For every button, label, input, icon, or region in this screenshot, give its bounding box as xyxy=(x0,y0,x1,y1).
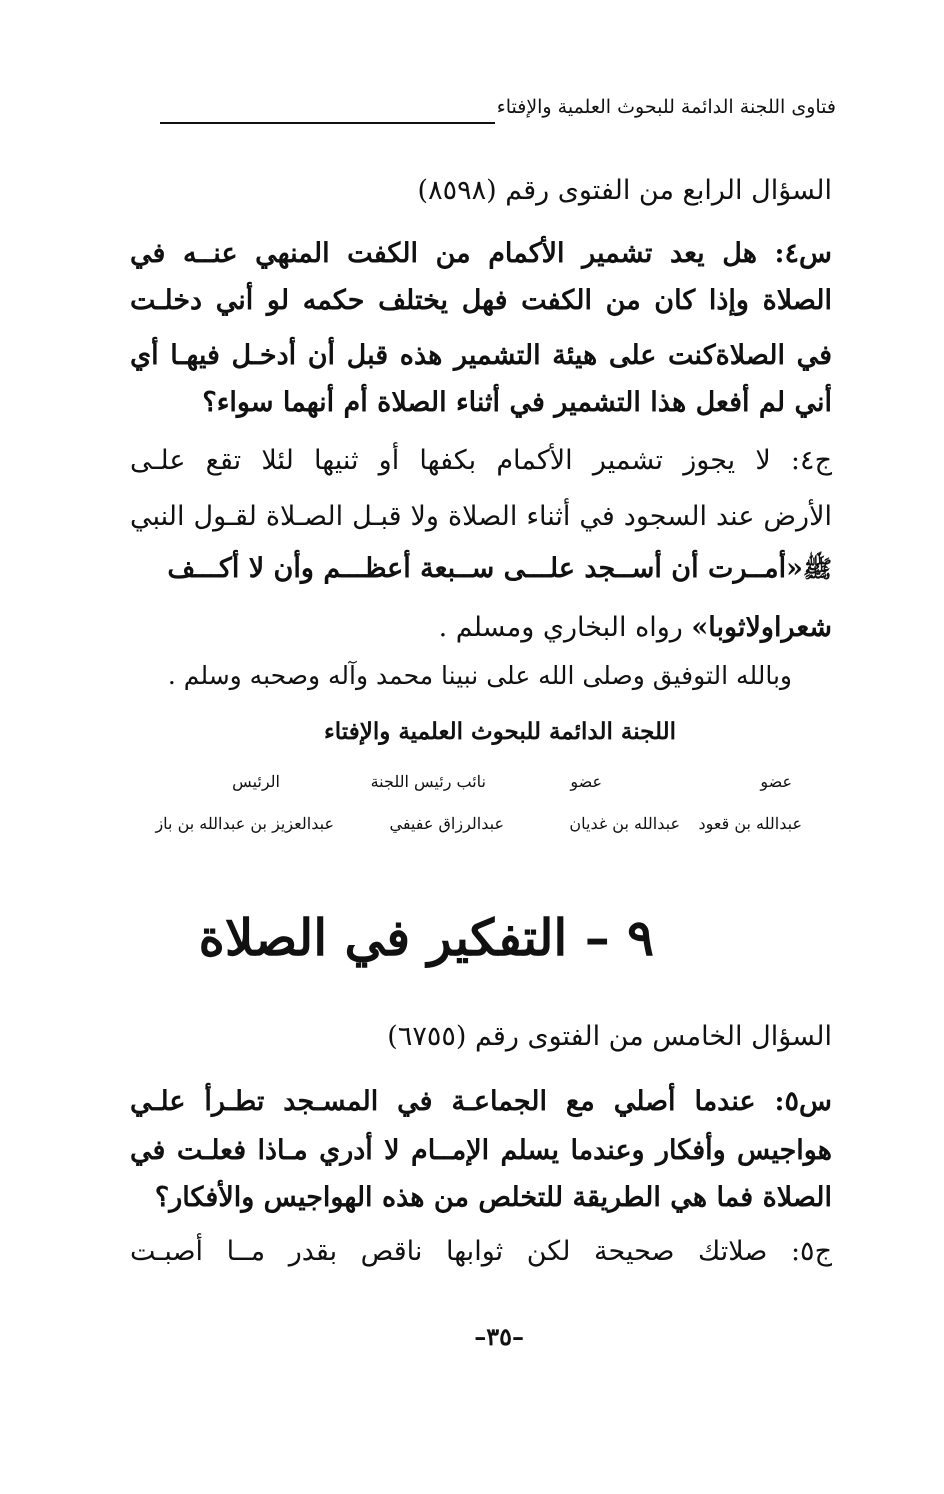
role-vice-president: نائب رئيس اللجنة xyxy=(370,772,486,791)
signatory-4: عبدالعزيز بن عبدالله بن باز xyxy=(155,814,334,833)
q4-narration: رواه البخاري ومسلم . xyxy=(438,612,692,643)
running-header xyxy=(160,96,836,136)
role-president: الرئيس xyxy=(232,772,280,791)
q4-hadith-end-line xyxy=(439,614,832,641)
q4-question-line-3: في الصلاةكنت على هيئة التشمير هذه قبل أن أدخـل فيهـا أي xyxy=(130,340,832,371)
q4-closing: وبالله التوفيق وصلى الله على نبينا محمد وآله وصحبه وسلم . xyxy=(167,661,792,690)
q4-hadith-text: «أمــرت أن أســجد علـــى ســبعة أعظـــم وأن لا أكـــف xyxy=(167,553,803,584)
signatory-1: عبدالله بن قعود xyxy=(698,814,802,833)
q4-hadith-end: شعراولاثوبا» xyxy=(691,612,832,643)
q4-question-line-1: س٤: هل يعد تشمير الأكمام من الكفت المنهي عنــه في xyxy=(130,238,832,269)
role-member-1: عضو xyxy=(760,772,792,791)
chapter-heading: ٩ – التفكير في الصلاة xyxy=(198,908,654,967)
q4-hadith-opening xyxy=(167,555,832,582)
q5-question-line-2: هواجيس وأفكار وعندما يسلم الإمــام لا أدري مـاذا فعلـت في xyxy=(130,1135,832,1166)
q4-hadith-line xyxy=(130,555,832,582)
q4-answer-line-2: الأرض عند السجود في أثناء الصلاة ولا قبـل الصـلاة لقـول النبي xyxy=(130,501,832,532)
q5-question-line-1: س٥: عندما أصلي مع الجماعـة في المسـجد تطـرأ علـي xyxy=(130,1086,832,1117)
q5-reference: السؤال الخامس من الفتوى رقم (٦٧٥٥) xyxy=(387,1021,832,1052)
q4-reference: السؤال الرابع من الفتوى رقم (٨٥٩٨) xyxy=(417,175,832,206)
q4-question-line-4: أني لم أفعل هذا التشمير في أثناء الصلاة أم أنهما سواء؟ xyxy=(202,387,832,418)
committee-title: اللجنة الدائمة للبحوث العلمية والإفتاء xyxy=(323,718,676,745)
q4-answer-line-1: ج٤: لا يجوز تشمير الأكمام بكفها أو ثنيها لئلا تقع علـى xyxy=(130,445,832,476)
signatory-2: عبدالله بن غديان xyxy=(569,814,680,833)
page-number: –٣٥– xyxy=(474,1322,524,1351)
header-rule xyxy=(160,122,495,124)
q4-question-line-2: الصلاة وإذا كان من الكفت فهل يختلف حكمه لو أني دخلـت xyxy=(130,285,832,316)
q5-question-line-3: الصلاة فما هي الطريقة للتخلص من هذه الهواجيس والأفكار؟ xyxy=(154,1182,832,1213)
signatory-3: عبدالرزاق عفيفي xyxy=(389,814,504,833)
prophet-seal-icon: ﷺ xyxy=(803,554,832,583)
role-member-2: عضو xyxy=(570,772,602,791)
q5-answer-line: ج٥: صلاتك صحيحة لكن ثوابها ناقص بقدر مــا أصبـت xyxy=(130,1236,832,1267)
header-title: فتاوى اللجنة الدائمة للبحوث العلمية والإفتاء xyxy=(496,96,836,118)
